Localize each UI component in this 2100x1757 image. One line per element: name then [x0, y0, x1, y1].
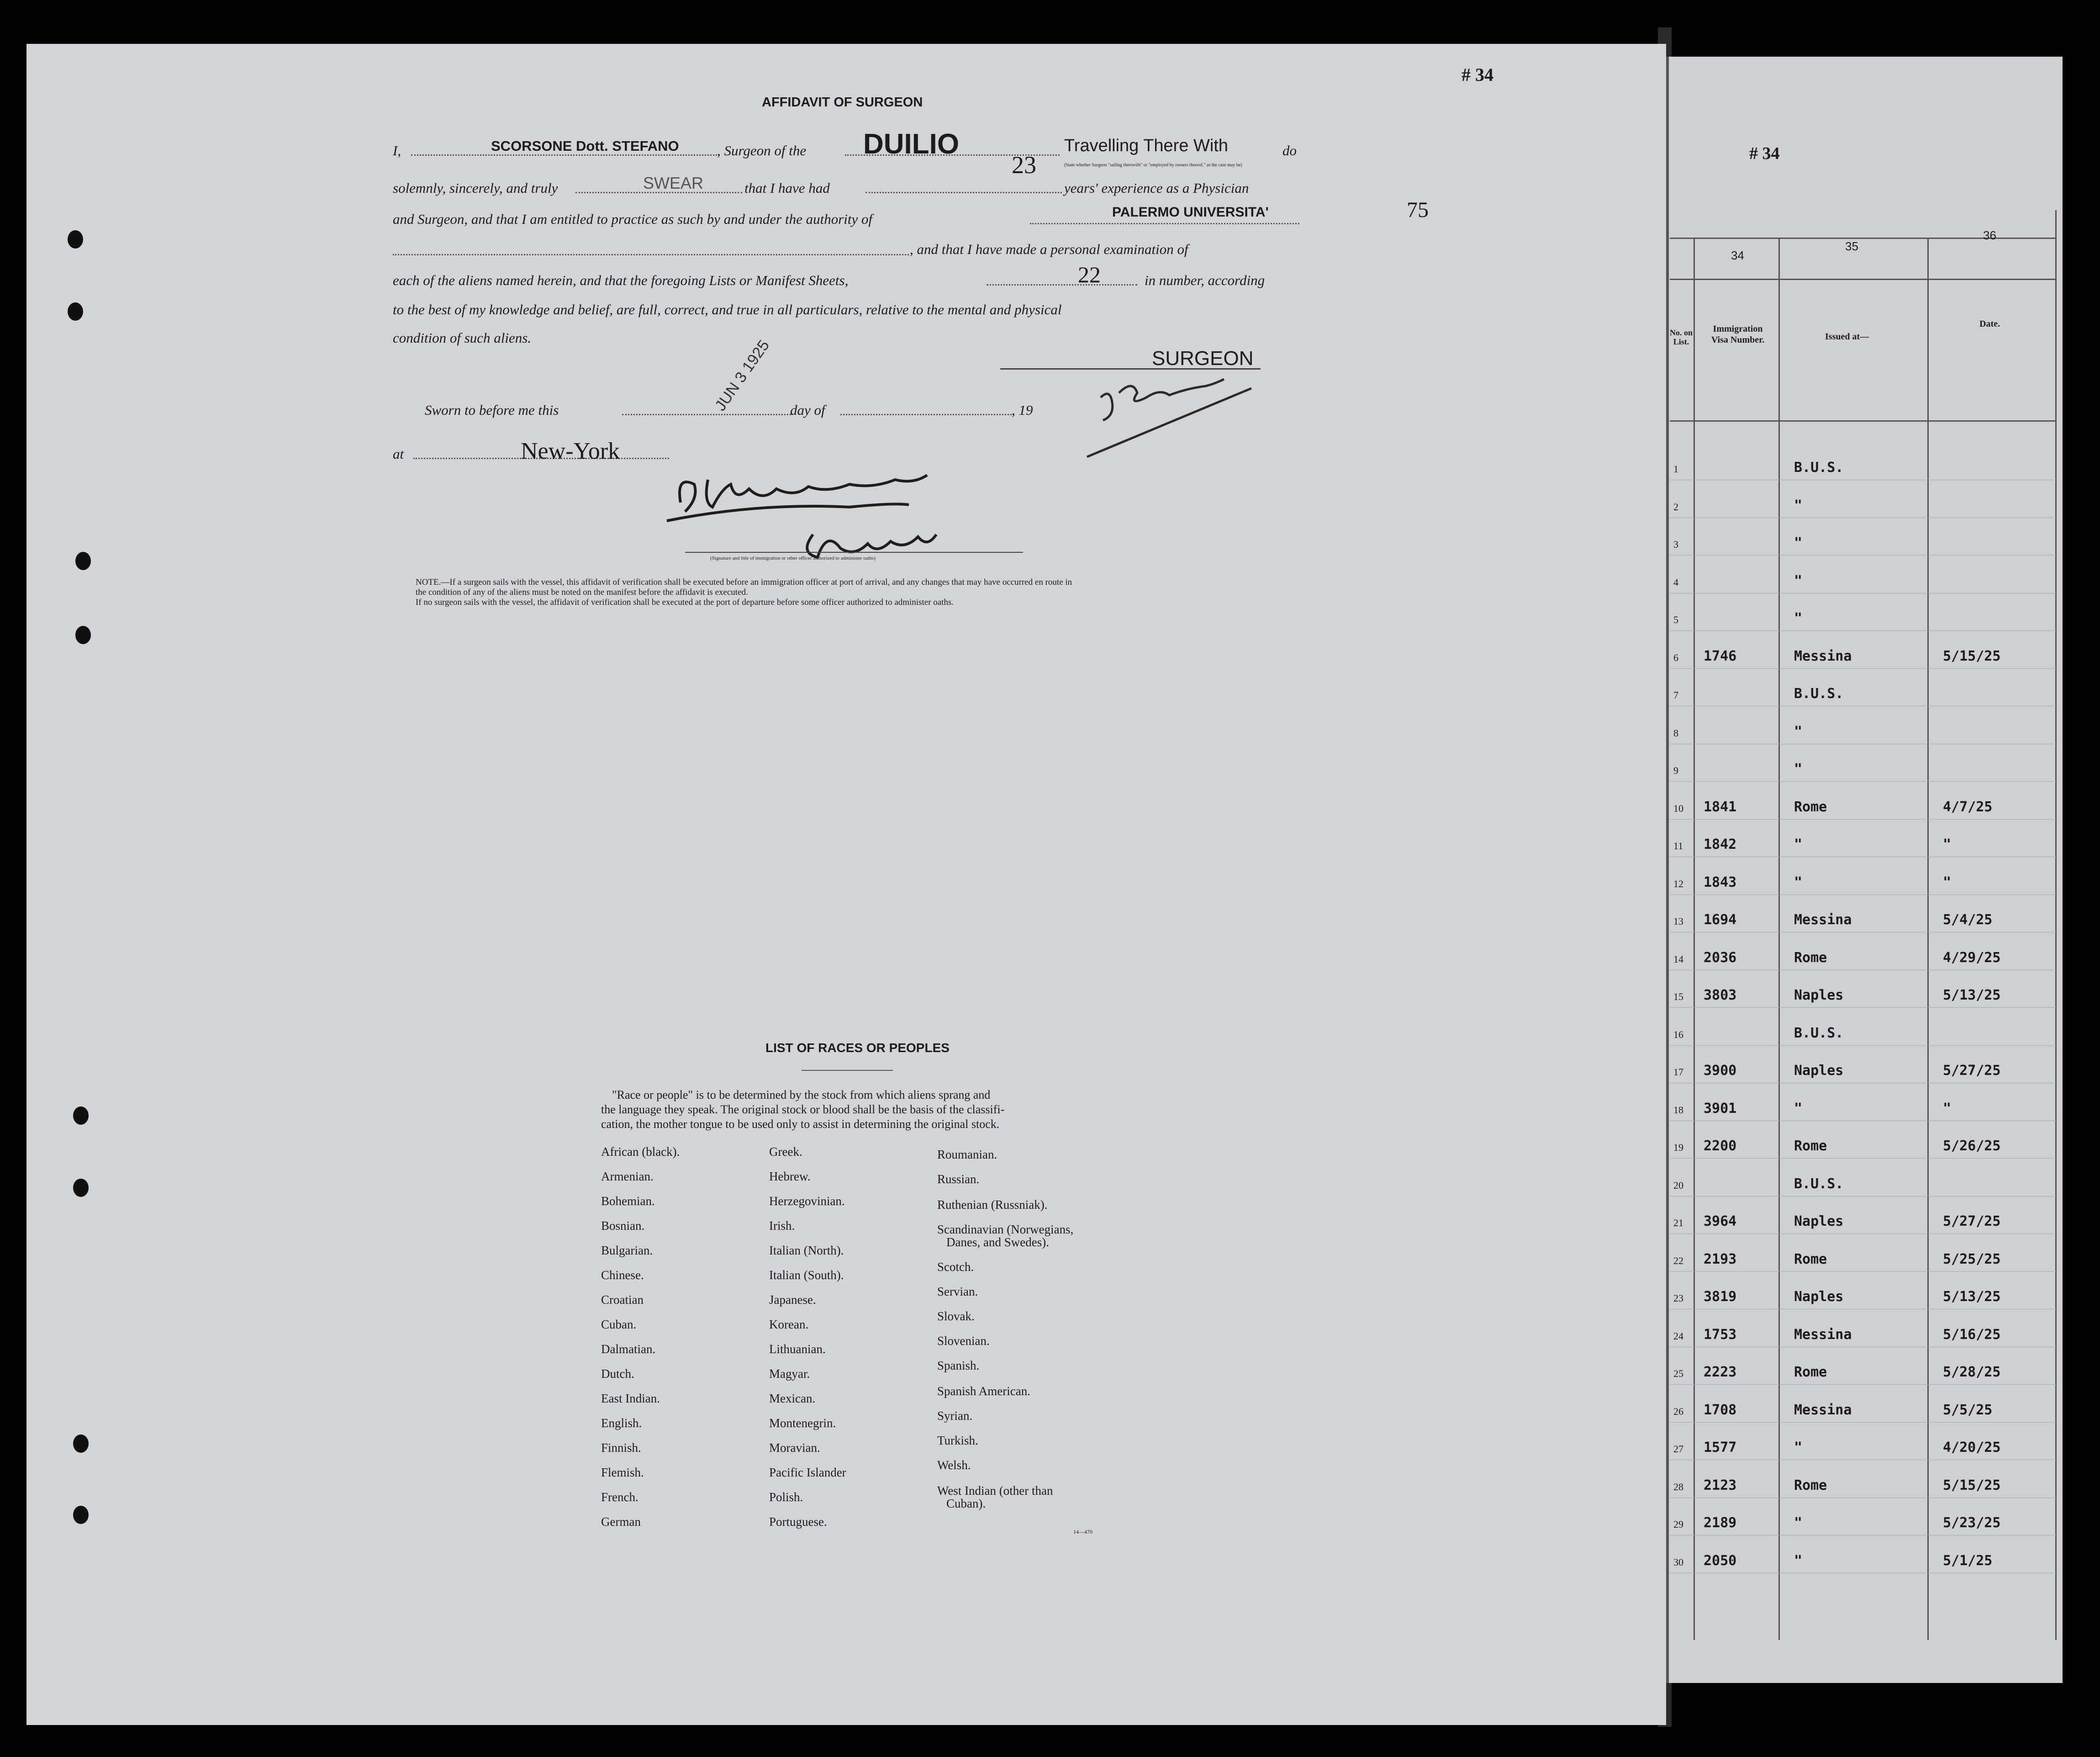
- row-number: 14: [1673, 953, 1683, 965]
- sworn-day-line: [622, 414, 791, 415]
- table-top-rule: [1670, 238, 2056, 239]
- row-number: 11: [1673, 840, 1683, 852]
- visa-number: 1843: [1704, 874, 1737, 890]
- visa-date: ": [1943, 836, 1952, 852]
- row-number: 9: [1673, 765, 1678, 776]
- visa-number: 3964: [1704, 1213, 1737, 1229]
- day-of-text: day of: [790, 402, 825, 418]
- authority-value: PALERMO UNIVERSITA': [1112, 205, 1269, 220]
- row-number: 15: [1673, 991, 1683, 1002]
- authority-continuation-line: [393, 254, 909, 255]
- row-number: 6: [1673, 651, 1678, 663]
- visa-date: 5/28/25: [1943, 1364, 2001, 1380]
- race-item: Spanish American.: [937, 1384, 1030, 1398]
- race-item: Hebrew.: [769, 1170, 811, 1183]
- visa-date: 5/15/25: [1943, 1477, 2001, 1493]
- visa-date: 5/13/25: [1943, 987, 2001, 1003]
- in-number-text: in number, according: [1145, 272, 1265, 288]
- visa-date: ": [1943, 874, 1952, 890]
- visa-date: 5/25/25: [1943, 1251, 2001, 1267]
- visa-number: 2223: [1704, 1364, 1737, 1380]
- race-item: Spanish.: [937, 1359, 980, 1372]
- col-divider: [1694, 238, 1695, 1640]
- issued-at: ": [1794, 535, 1803, 551]
- row-number: 12: [1673, 878, 1683, 889]
- visa-date: 4/29/25: [1943, 949, 2001, 966]
- solemnly-label: solemnly, sincerely, and truly: [393, 180, 558, 196]
- issued-at: Rome: [1794, 1477, 1827, 1493]
- sworn-text: Sworn to before me this: [425, 402, 559, 418]
- header-bottom-rule: [1670, 420, 2056, 422]
- i-label: I,: [393, 143, 401, 159]
- each-of-text: each of the aliens named herein, and that the foregoing Lists or Manifest Sheets,: [393, 272, 849, 288]
- travelling-status: Travelling There With: [1064, 136, 1229, 155]
- row-number: 10: [1673, 802, 1683, 814]
- visa-number: 1842: [1704, 836, 1737, 852]
- col-divider: [2055, 210, 2057, 1640]
- visa-number: 3803: [1704, 987, 1737, 1003]
- visa-date: 5/27/25: [1943, 1213, 2001, 1229]
- visa-number: 2189: [1704, 1515, 1737, 1531]
- visa-number: 3901: [1704, 1100, 1737, 1117]
- issued-at: B.U.S.: [1794, 1025, 1844, 1041]
- examination-text: , and that I have made a personal examination of: [910, 241, 1188, 257]
- race-item: Danes, and Swedes).: [946, 1235, 1049, 1249]
- races-title-rule: [802, 1070, 893, 1071]
- visa-number: 1753: [1704, 1326, 1737, 1343]
- race-item: East Indian.: [601, 1392, 660, 1405]
- issued-at: Rome: [1794, 949, 1827, 966]
- issued-at: Rome: [1794, 1138, 1827, 1154]
- binder-hole: [73, 1106, 89, 1125]
- race-item: Syrian.: [937, 1409, 973, 1423]
- issued-at: ": [1794, 572, 1803, 589]
- colnum-36: 36: [1983, 228, 1996, 242]
- surgeon-signature-line: [1000, 368, 1261, 370]
- years-text: years' experience as a Physician: [1064, 180, 1249, 196]
- issued-at: Naples: [1794, 1063, 1844, 1079]
- race-item: Herzegovinian.: [769, 1194, 845, 1208]
- race-item: Bosnian.: [601, 1219, 645, 1233]
- issued-at: Rome: [1794, 799, 1827, 815]
- header-date: Date.: [1979, 319, 2000, 329]
- month-line: [840, 414, 1012, 415]
- place-value: New-York: [521, 438, 620, 464]
- visa-number: 1841: [1704, 799, 1737, 815]
- had-label: that I have had: [744, 180, 830, 196]
- row-number: 4: [1673, 576, 1678, 588]
- race-item: Greek.: [769, 1145, 802, 1159]
- binder-hole: [75, 552, 91, 570]
- row-rule: [1670, 555, 2056, 556]
- row-number: 21: [1673, 1217, 1683, 1228]
- row-number: 8: [1673, 727, 1678, 739]
- row-rule: [1670, 781, 2056, 782]
- visa-date: 5/27/25: [1943, 1063, 2001, 1079]
- sheets-line: [987, 284, 1137, 286]
- race-item: Ruthenian (Russniak).: [937, 1198, 1048, 1212]
- races-intro-1: "Race or people" is to be determined by the stock from which aliens sprang and: [612, 1088, 991, 1101]
- row-rule: [1670, 1384, 2056, 1385]
- visa-number: 2193: [1704, 1251, 1737, 1267]
- visa-number: 1708: [1704, 1402, 1737, 1418]
- year-prefix: , 19: [1012, 402, 1033, 418]
- affidavit-title: AFFIDAVIT OF SURGEON: [762, 95, 923, 110]
- date-stamp: JUN 3 1925: [712, 337, 773, 414]
- visa-number: 2036: [1704, 949, 1737, 966]
- years-line: [865, 192, 1062, 193]
- row-number: 2: [1673, 501, 1678, 513]
- surgeon-signature: [1073, 370, 1265, 471]
- race-item: Montenegrin.: [769, 1416, 836, 1430]
- race-item: Welsh.: [937, 1458, 971, 1472]
- visa-number: 2050: [1704, 1552, 1737, 1569]
- row-number: 3: [1673, 539, 1678, 550]
- signature-caption: (Signature and title of immigration or other officer authorized to administer oaths): [710, 556, 876, 561]
- note-line-3: If no surgeon sails with the vessel, the affidavit of verification shall be executed at the port of departure before some officer authorized to administer oaths.: [416, 598, 954, 607]
- row-number: 24: [1673, 1330, 1683, 1342]
- row-rule: [1670, 1233, 2056, 1234]
- race-item: Croatian: [601, 1293, 644, 1307]
- binder-hole: [73, 1506, 89, 1524]
- row-rule: [1670, 1158, 2056, 1159]
- years-value: 23: [1012, 151, 1036, 179]
- row-number: 30: [1673, 1556, 1683, 1568]
- row-number: 1: [1673, 463, 1678, 475]
- race-item: French.: [601, 1490, 638, 1504]
- race-item: Korean.: [769, 1318, 809, 1331]
- issued-at: ": [1794, 836, 1803, 852]
- issued-at: ": [1794, 723, 1803, 740]
- issued-at: ": [1794, 1100, 1803, 1117]
- race-item: Chinese.: [601, 1268, 644, 1282]
- race-item: Armenian.: [601, 1170, 654, 1183]
- race-item: Italian (South).: [769, 1268, 844, 1282]
- row-number: 20: [1673, 1179, 1683, 1191]
- issued-at: B.U.S.: [1794, 1175, 1844, 1192]
- row-number: 27: [1673, 1443, 1683, 1455]
- issued-at: Rome: [1794, 1251, 1827, 1267]
- visa-date: 5/4/25: [1943, 912, 1993, 928]
- visa-table-page: [1666, 57, 2063, 1683]
- row-number: 17: [1673, 1066, 1683, 1078]
- at-label: at: [393, 446, 404, 462]
- row-number: 19: [1673, 1142, 1683, 1153]
- race-item: Russian.: [937, 1172, 980, 1186]
- race-item: Bohemian.: [601, 1194, 655, 1208]
- issued-at: Rome: [1794, 1364, 1827, 1380]
- row-rule: [1670, 1045, 2056, 1046]
- officer-signature: [649, 461, 1050, 566]
- header-no-on-list: No. on List.: [1670, 328, 1693, 346]
- race-item: Finnish.: [601, 1441, 641, 1455]
- row-rule: [1670, 1271, 2056, 1272]
- sheets-value: 22: [1078, 262, 1101, 287]
- row-number: 13: [1673, 916, 1683, 927]
- race-item: Slovenian.: [937, 1334, 990, 1348]
- race-item: Scotch.: [937, 1260, 974, 1274]
- race-item: Servian.: [937, 1285, 978, 1298]
- visa-date: 5/15/25: [1943, 648, 2001, 664]
- note-line-1: NOTE.—If a surgeon sails with the vessel, this affidavit of verification shall be executed before an immigration officer at port of arrival, and any changes that may have occurred en route in: [416, 577, 1072, 587]
- row-number: 23: [1673, 1292, 1683, 1304]
- row-rule: [1670, 894, 2056, 895]
- row-rule: [1670, 819, 2056, 820]
- swear-stamp: SWEAR: [643, 174, 704, 192]
- col-divider: [1927, 238, 1929, 1640]
- sheet-number: # 34: [1462, 64, 1493, 85]
- binder-hole: [75, 626, 91, 644]
- race-item: Italian (North).: [769, 1244, 844, 1257]
- visa-number: 3819: [1704, 1289, 1737, 1305]
- vessel-name: DUILIO: [863, 128, 960, 160]
- row-rule: [1670, 668, 2056, 669]
- issued-at: Messina: [1794, 912, 1852, 928]
- race-item: Bulgarian.: [601, 1244, 653, 1257]
- do-label: do: [1282, 143, 1297, 159]
- form-code: 14—470: [1073, 1529, 1092, 1535]
- visa-date: 5/23/25: [1943, 1515, 2001, 1531]
- row-number: 18: [1673, 1104, 1683, 1116]
- race-item: Magyar.: [769, 1367, 810, 1381]
- colnum-35: 35: [1845, 239, 1858, 253]
- races-intro-3: cation, the mother tongue to be used only to assist in determining the original stock.: [601, 1117, 1000, 1131]
- race-item: Portuguese.: [769, 1515, 827, 1529]
- issued-at: Naples: [1794, 1213, 1844, 1229]
- issued-at: Naples: [1794, 1289, 1844, 1305]
- races-intro-2: the language they speak. The original stock or blood shall be the basis of the classifi-: [601, 1103, 1005, 1116]
- issued-at: B.U.S.: [1794, 460, 1844, 476]
- colnum-34: 34: [1731, 249, 1744, 262]
- race-item: Scandinavian (Norwegians,: [937, 1222, 1074, 1236]
- issued-at: Messina: [1794, 648, 1852, 664]
- row-rule: [1670, 630, 2056, 631]
- races-title: LIST OF RACES OR PEOPLES: [765, 1041, 950, 1055]
- affidavit-page: [26, 44, 1666, 1725]
- race-item: Lithuanian.: [769, 1342, 826, 1356]
- row-number: 5: [1673, 614, 1678, 625]
- visa-date: 5/16/25: [1943, 1326, 2001, 1343]
- row-number: 22: [1673, 1254, 1683, 1266]
- race-item: Turkish.: [937, 1434, 978, 1447]
- header-visa-number: Immigration Visa Number.: [1711, 324, 1765, 345]
- race-item: Japanese.: [769, 1293, 816, 1307]
- race-item: Slovak.: [937, 1309, 975, 1323]
- name-line: [411, 154, 717, 156]
- surgeon-of-label: , Surgeon of the: [717, 143, 807, 159]
- row-number: 29: [1673, 1519, 1683, 1530]
- page-count-note: 75: [1407, 198, 1429, 222]
- row-number: 25: [1673, 1368, 1683, 1379]
- binder-hole: [68, 302, 83, 321]
- issued-at: B.U.S.: [1794, 686, 1844, 702]
- visa-number: 1694: [1704, 912, 1737, 928]
- race-item: African (black).: [601, 1145, 680, 1159]
- issued-at: ": [1794, 610, 1803, 626]
- visa-number: 1746: [1704, 648, 1737, 664]
- officer-signature-line: [685, 552, 1023, 553]
- visa-date: 4/7/25: [1943, 799, 1993, 815]
- issued-at: ": [1794, 761, 1803, 777]
- race-item: Flemish.: [601, 1466, 644, 1479]
- race-item: Roumanian.: [937, 1148, 997, 1161]
- race-item: Moravian.: [769, 1441, 820, 1455]
- surgeon-label: SURGEON: [1152, 347, 1254, 370]
- visa-date: ": [1943, 1100, 1952, 1117]
- row-number: 28: [1673, 1481, 1683, 1492]
- note-line-2: the condition of any of the aliens must be noted on the manifest before the affidavit is executed.: [416, 587, 748, 597]
- row-number: 7: [1673, 689, 1678, 701]
- best-of-text: to the best of my knowledge and belief, are full, correct, and true in all particulars, relative to the mental and physical: [393, 302, 1062, 318]
- race-item: Dalmatian.: [601, 1342, 656, 1356]
- binder-hole: [73, 1179, 89, 1197]
- state-note: (State whether Surgeon "sailing therewith" or "employed by owners thereof," as the case may be): [1064, 163, 1242, 168]
- issued-at: ": [1794, 1515, 1803, 1531]
- authority-line: [1030, 223, 1299, 224]
- col-divider: [1778, 238, 1780, 1640]
- issued-at: ": [1794, 874, 1803, 890]
- issued-at: ": [1794, 1552, 1803, 1569]
- visa-date: 5/5/25: [1943, 1402, 1993, 1418]
- right-sheet-number: # 34: [1749, 144, 1780, 163]
- binder-hole: [73, 1434, 89, 1453]
- race-item: West Indian (other than: [937, 1484, 1053, 1498]
- issued-at: ": [1794, 1439, 1803, 1455]
- and-surgeon-text: and Surgeon, and that I am entitled to practice as such by and under the authority of: [393, 211, 873, 227]
- race-item: Dutch.: [601, 1367, 634, 1381]
- issued-at: Messina: [1794, 1326, 1852, 1343]
- row-rule: [1670, 1007, 2056, 1008]
- visa-date: 5/26/25: [1943, 1138, 2001, 1154]
- row-rule: [1670, 1422, 2056, 1423]
- visa-number: 3900: [1704, 1063, 1737, 1079]
- race-item: Cuban.: [601, 1318, 637, 1331]
- race-item: Pacific Islander: [769, 1466, 846, 1479]
- header-issued-at: Issued at—: [1825, 332, 1869, 342]
- surgeon-name: SCORSONE Dott. STEFANO: [491, 138, 679, 154]
- visa-number: 1577: [1704, 1439, 1737, 1455]
- visa-date: 5/13/25: [1943, 1289, 2001, 1305]
- condition-text: condition of such aliens.: [393, 330, 532, 346]
- race-item: Irish.: [769, 1219, 795, 1233]
- colnum-rule: [1670, 279, 2056, 280]
- issued-at: Messina: [1794, 1402, 1852, 1418]
- visa-date: 4/20/25: [1943, 1439, 2001, 1455]
- visa-number: 2200: [1704, 1138, 1737, 1154]
- race-item: Polish.: [769, 1490, 803, 1504]
- issued-at: ": [1794, 497, 1803, 513]
- row-number: 16: [1673, 1028, 1683, 1040]
- race-item: Mexican.: [769, 1392, 816, 1405]
- race-item: German: [601, 1515, 641, 1529]
- issued-at: Naples: [1794, 987, 1844, 1003]
- visa-date: 5/1/25: [1943, 1552, 1993, 1569]
- visa-number: 2123: [1704, 1477, 1737, 1493]
- binder-hole: [68, 230, 83, 249]
- race-item: Cuban).: [946, 1497, 986, 1510]
- row-number: 26: [1673, 1405, 1683, 1417]
- race-item: English.: [601, 1416, 642, 1430]
